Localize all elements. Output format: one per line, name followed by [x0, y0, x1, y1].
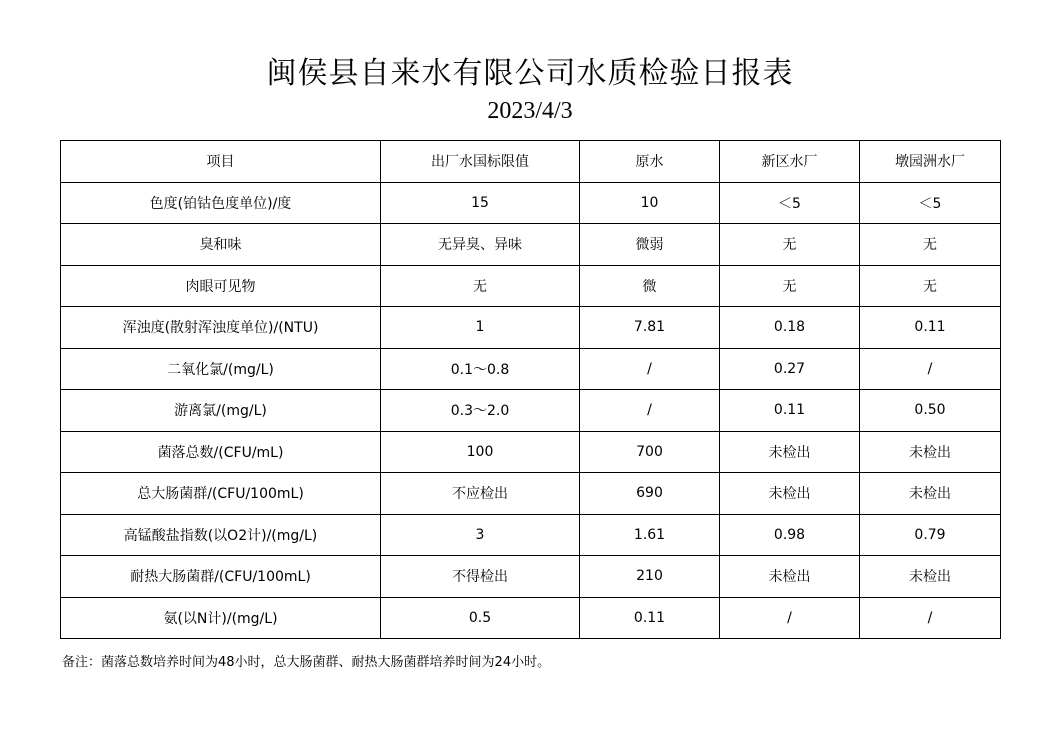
- water-quality-table: [60, 140, 1001, 639]
- dunyuanzhou-plant-cell: /: [860, 597, 1001, 639]
- limit-cell: 1: [381, 307, 580, 349]
- xinqu-plant-cell: 未检出: [720, 431, 860, 473]
- item-cell: 浑浊度(散射浑浊度单位)/(NTU): [61, 307, 381, 349]
- xinqu-plant-cell: 未检出: [720, 556, 860, 598]
- raw-water-cell: 210: [580, 556, 720, 598]
- xinqu-plant-cell: 无: [720, 265, 860, 307]
- dunyuanzhou-plant-cell: ＜5: [860, 182, 1001, 224]
- limit-cell: 0.1～0.8: [381, 348, 580, 390]
- dunyuanzhou-plant-cell: 0.11: [860, 307, 1001, 349]
- table-row: [61, 224, 1001, 266]
- xinqu-plant-cell: /: [720, 597, 860, 639]
- column-header-item: 项目: [61, 141, 381, 183]
- dunyuanzhou-plant-cell: 未检出: [860, 431, 1001, 473]
- item-cell: 二氧化氯/(mg/L): [61, 348, 381, 390]
- xinqu-plant-cell: 0.18: [720, 307, 860, 349]
- table-row: [61, 473, 1001, 515]
- xinqu-plant-cell: 0.27: [720, 348, 860, 390]
- column-header-xinqu-plant: 新区水厂: [720, 141, 860, 183]
- limit-cell: 无异臭、异味: [381, 224, 580, 266]
- raw-water-cell: 690: [580, 473, 720, 515]
- raw-water-cell: 微弱: [580, 224, 720, 266]
- footnote: 备注：菌落总数培养时间为48小时，总大肠菌群、耐热大肠菌群培养时间为24小时。: [62, 655, 551, 670]
- item-cell: 游离氯/(mg/L): [61, 390, 381, 432]
- table-row: [61, 390, 1001, 432]
- table-row: [61, 556, 1001, 598]
- item-cell: 菌落总数/(CFU/mL): [61, 431, 381, 473]
- xinqu-plant-cell: ＜5: [720, 182, 860, 224]
- column-header-limit: 出厂水国标限值: [381, 141, 580, 183]
- item-cell: 高锰酸盐指数(以O2计)/(mg/L): [61, 514, 381, 556]
- table-row: [61, 597, 1001, 639]
- table-row: [61, 431, 1001, 473]
- dunyuanzhou-plant-cell: 无: [860, 265, 1001, 307]
- raw-water-cell: 0.11: [580, 597, 720, 639]
- limit-cell: 不得检出: [381, 556, 580, 598]
- xinqu-plant-cell: 0.11: [720, 390, 860, 432]
- table-body: [61, 182, 1001, 639]
- limit-cell: 0.3～2.0: [381, 390, 580, 432]
- dunyuanzhou-plant-cell: 未检出: [860, 473, 1001, 515]
- item-cell: 肉眼可见物: [61, 265, 381, 307]
- item-cell: 色度(铂钴色度单位)/度: [61, 182, 381, 224]
- raw-water-cell: 10: [580, 182, 720, 224]
- table-row: [61, 307, 1001, 349]
- raw-water-cell: /: [580, 348, 720, 390]
- raw-water-cell: 700: [580, 431, 720, 473]
- limit-cell: 100: [381, 431, 580, 473]
- limit-cell: 3: [381, 514, 580, 556]
- column-header-dunyuanzhou-plant: 墩园洲水厂: [860, 141, 1001, 183]
- dunyuanzhou-plant-cell: 未检出: [860, 556, 1001, 598]
- dunyuanzhou-plant-cell: /: [860, 348, 1001, 390]
- item-cell: 臭和味: [61, 224, 381, 266]
- item-cell: 耐热大肠菌群/(CFU/100mL): [61, 556, 381, 598]
- item-cell: 氨(以N计)/(mg/L): [61, 597, 381, 639]
- report-date: 2023/4/3: [487, 98, 573, 124]
- table-row: [61, 182, 1001, 224]
- limit-cell: 不应检出: [381, 473, 580, 515]
- xinqu-plant-cell: 未检出: [720, 473, 860, 515]
- report-title: 闽侯县自来水有限公司水质检验日报表: [266, 56, 794, 91]
- raw-water-cell: /: [580, 390, 720, 432]
- xinqu-plant-cell: 无: [720, 224, 860, 266]
- raw-water-cell: 7.81: [580, 307, 720, 349]
- dunyuanzhou-plant-cell: 无: [860, 224, 1001, 266]
- column-header-raw-water: 原水: [580, 141, 720, 183]
- xinqu-plant-cell: 0.98: [720, 514, 860, 556]
- table-row: [61, 514, 1001, 556]
- table-header-row: [61, 141, 1001, 183]
- dunyuanzhou-plant-cell: 0.79: [860, 514, 1001, 556]
- raw-water-cell: 1.61: [580, 514, 720, 556]
- limit-cell: 无: [381, 265, 580, 307]
- item-cell: 总大肠菌群/(CFU/100mL): [61, 473, 381, 515]
- table-row: [61, 265, 1001, 307]
- dunyuanzhou-plant-cell: 0.50: [860, 390, 1001, 432]
- table-row: [61, 348, 1001, 390]
- raw-water-cell: 微: [580, 265, 720, 307]
- limit-cell: 0.5: [381, 597, 580, 639]
- limit-cell: 15: [381, 182, 580, 224]
